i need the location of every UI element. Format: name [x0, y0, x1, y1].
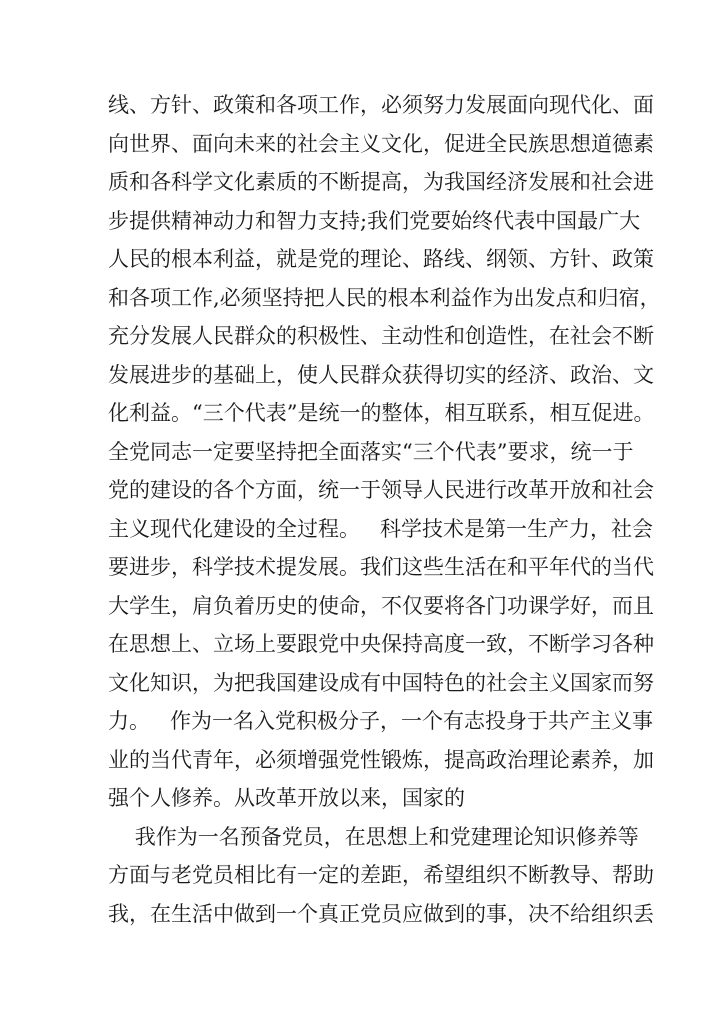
text-line: 在思想上、立场上要跟党中央保持高度一致，不断学习各种 [108, 632, 654, 656]
text-line: 发展进步的基础上，使人民群众获得切实的经济、政治、文 [108, 362, 654, 387]
text-line: 步提供精神动力和智力支持;我们党要始终代表中国最广大 [108, 208, 641, 233]
text-line: 主义现代化建设的全过程。 科学技术是第一生产力，社会 [108, 516, 654, 541]
body-text [108, 86, 661, 933]
text-line: 业的当代青年，必须增强党性锻炼，提高政治理论素养，加 [108, 747, 654, 772]
text-line: 线、方针、政策和各项工作，必须努力发展面向现代化、面 [108, 93, 654, 117]
text-line: 力。 作为一名入党积极分子，一个有志投身于共产主义事 [108, 709, 654, 733]
text-line: 全党同志一定要坚持把全面落实“三个代表”要求，统一于 [108, 439, 634, 464]
text-line: 方面与老党员相比有一定的差距，希望组织不断教导、帮助 [108, 863, 654, 887]
text-line: 和各项工作,必须坚持把人民的根本利益作为出发点和归宿， [108, 285, 661, 310]
text-line: 要进步，科学技术提发展。我们这些生活在和平年代的当代 [108, 555, 654, 579]
text-line: 我，在生活中做到一个真正党员应做到的事，决不给组织丢 [108, 901, 654, 926]
paragraph-1 [108, 86, 661, 818]
text-line: 质和各科学文化素质的不断提高，为我国经济发展和社会进 [108, 170, 654, 194]
text-line: 化利益。“三个代表”是统一的整体，相互联系，相互促进。 [108, 401, 655, 425]
text-line: 强个人修养。从改革开放以来，国家的 [108, 786, 465, 810]
text-line: 大学生，肩负着历史的使命，不仅要将各门功课学好，而且 [108, 593, 654, 618]
text-line: 充分发展人民群众的积极性、主动性和创造性，在社会不断 [108, 324, 654, 348]
text-line: 我作为一名预备党员，在思想上和党建理论知识修养等 [108, 824, 639, 849]
paragraph-2 [108, 818, 654, 934]
text-line: 文化知识，为把我国建设成有中国特色的社会主义国家而努 [108, 670, 654, 695]
text-line: 向世界、面向未来的社会主义文化，促进全民族思想道德素 [108, 131, 654, 156]
text-line: 党的建设的各个方面，统一于领导人民进行改革开放和社会 [108, 478, 654, 502]
text-line: 人民的根本利益，就是党的理论、路线、纲领、方针、政策 [108, 247, 654, 271]
